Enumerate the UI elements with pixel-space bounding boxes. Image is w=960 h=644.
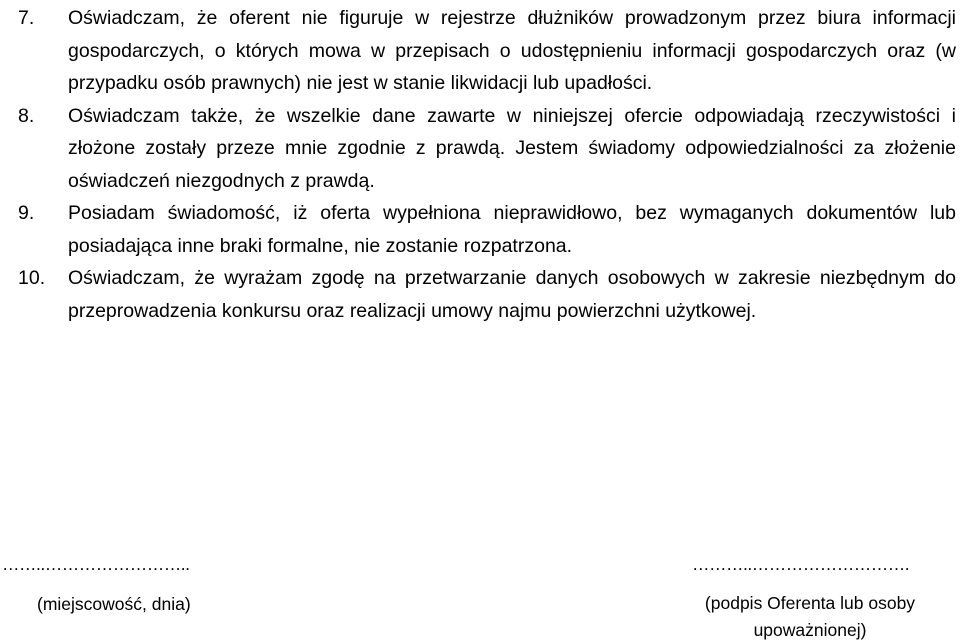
bidder-signature-block	[660, 550, 960, 644]
declaration-item	[18, 197, 956, 262]
bidder-signature-dotted-line: ………..……………………….	[692, 554, 910, 574]
declaration-item	[18, 262, 956, 327]
declaration-text: Oświadczam, że wyrażam zgodę na przetwarzanie danych osobowych w zakresie niezbędnym do przeprowadzenia konkursu oraz realizacji umowy najmu powierzchni użytkowej.	[68, 267, 956, 322]
declaration-item	[18, 100, 956, 198]
declaration-text: Oświadczam, że oferent nie figuruje w rejestrze dłużników prowadzonym przez biura informacji gospodarczych, o których mowa w przepisach o udostępnieniu informacji gospodarczych oraz (w przypadku osób prawnych) nie jest w stanie likwidacji lub upadłości.	[68, 7, 956, 94]
declaration-number: 10.	[18, 267, 46, 289]
place-date-caption: (miejscowość, dnia)	[37, 594, 191, 614]
place-date-dotted-line: ……..……………………..	[2, 554, 190, 574]
declaration-number: 9.	[18, 202, 35, 224]
declaration-number: 7.	[18, 7, 35, 29]
declaration-text: Oświadczam także, że wszelkie dane zawarte w niniejszej ofercie odpowiadają rzeczywistości i złożone zostały przeze mnie zgodnie z prawdą. Jestem świadomy odpowiedzialności za złożenie oświadczeń niezgodnych z prawdą.	[68, 104, 956, 192]
declarations-list	[18, 2, 956, 327]
bidder-signature-caption: (podpis Oferenta lub osoby upoważnionej)	[704, 593, 916, 640]
declaration-text: Posiadam świadomość, iż oferta wypełniona nieprawidłowo, bez wymaganych dokumentów lub posiadająca inne braki formalne, nie zostanie rozpatrzona.	[68, 202, 956, 257]
declaration-number: 8.	[18, 104, 35, 127]
declaration-item	[18, 2, 956, 100]
place-date-signature-block	[0, 550, 248, 618]
